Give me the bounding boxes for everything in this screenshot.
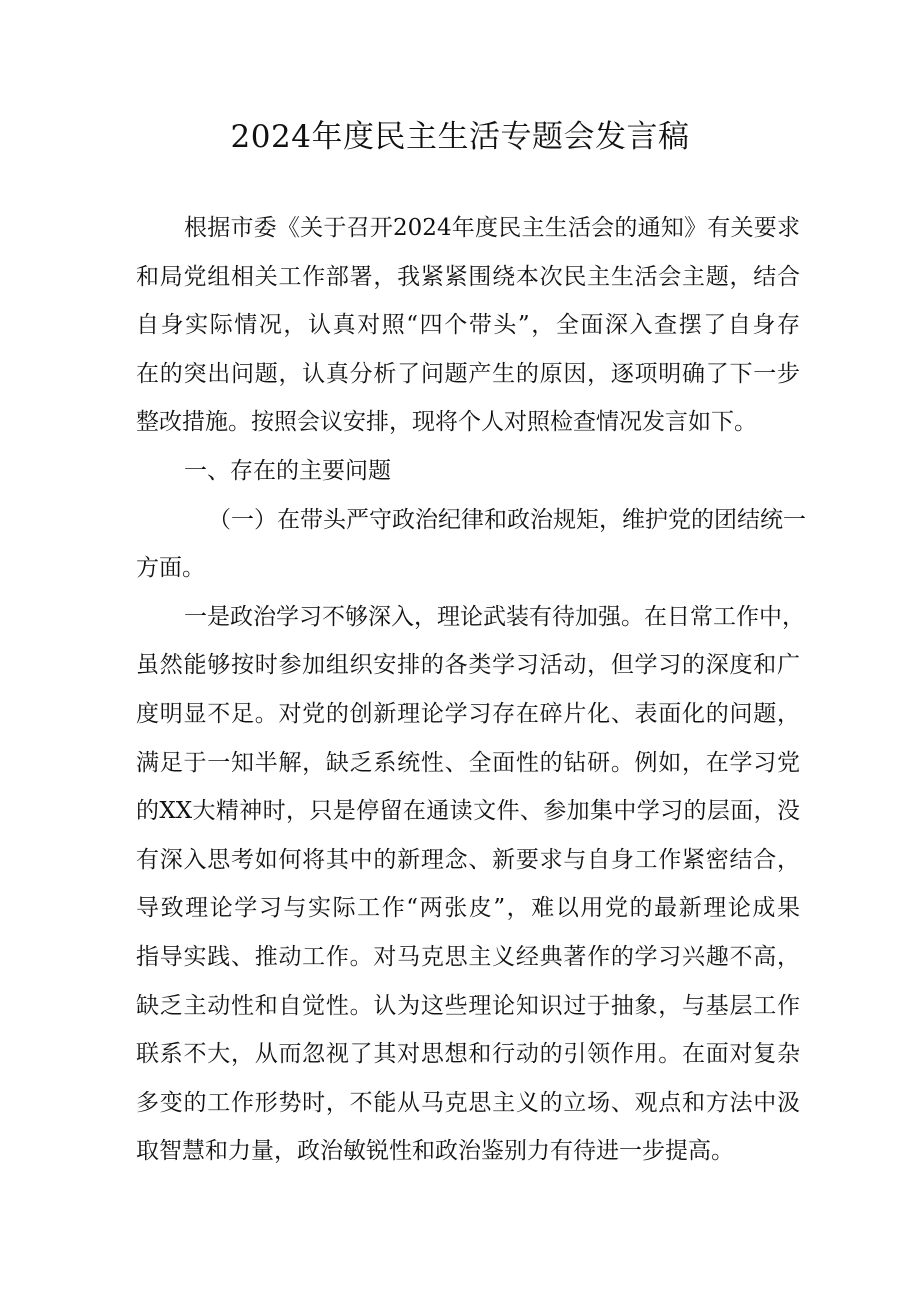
paragraph-line: 根据市委《关于召开2024年度民主生活会的通知》有关要求	[184, 215, 800, 241]
paragraph-line: 多变的工作形势时，不能从马克思主义的立场、观点和方法中汲	[136, 1089, 800, 1116]
subsection-heading-cont: 方面。	[136, 555, 205, 582]
paragraph-line: 满足于一知半解，缺乏系统性、全面性的钻研。例如，在学习党	[136, 749, 800, 776]
paragraph-line: 指导实践、推动工作。对马克思主义经典著作的学习兴趣不高，	[136, 943, 800, 970]
paragraph-line: 导致理论学习与实际工作“两张皮”，难以用党的最新理论成果	[136, 895, 800, 922]
paragraph-line: 度明显不足。对党的创新理论学习存在碎片化、表面化的问题，	[136, 700, 800, 727]
document-body	[136, 204, 806, 1176]
section-heading: 一、存在的主要问题	[184, 457, 391, 484]
paragraph-line: 的XX大精神时，只是停留在通读文件、参加集中学习的层面，没	[136, 798, 800, 825]
paragraph-line: 取智慧和力量，政治敏锐性和政治鉴别力有待进一步提高。	[136, 1138, 734, 1165]
paragraph-line: 联系不大，从而忽视了其对思想和行动的引领作用。在面对复杂	[136, 1041, 800, 1068]
subsection-heading: （一）在带头严守政治纪律和政治规矩，维护党的团结统一	[208, 506, 806, 533]
paragraph-line: 自身实际情况，认真对照“四个带头”，全面深入查摆了自身存	[136, 312, 800, 339]
paragraph-line: 有深入思考如何将其中的新理念、新要求与自身工作紧密结合，	[136, 846, 800, 873]
paragraph-line: 一是政治学习不够深入，理论武装有待加强。在日常工作中，	[184, 603, 805, 630]
paragraph-line: 虽然能够按时参加组织安排的各类学习活动，但学习的深度和广	[136, 652, 800, 679]
paragraph-line: 和局党组相关工作部署，我紧紧围绕本次民主生活会主题，结合	[136, 263, 800, 290]
document-title: 2024年度民主生活专题会发言稿	[230, 119, 690, 155]
paragraph-line: 在的突出问题，认真分析了问题产生的原因，逐项明确了下一步	[136, 360, 800, 387]
paragraph-line: 缺乏主动性和自觉性。认为这些理论知识过于抽象，与基层工作	[136, 992, 800, 1019]
paragraph-line: 整改措施。按照会议安排，现将个人对照检查情况发言如下。	[136, 409, 757, 436]
